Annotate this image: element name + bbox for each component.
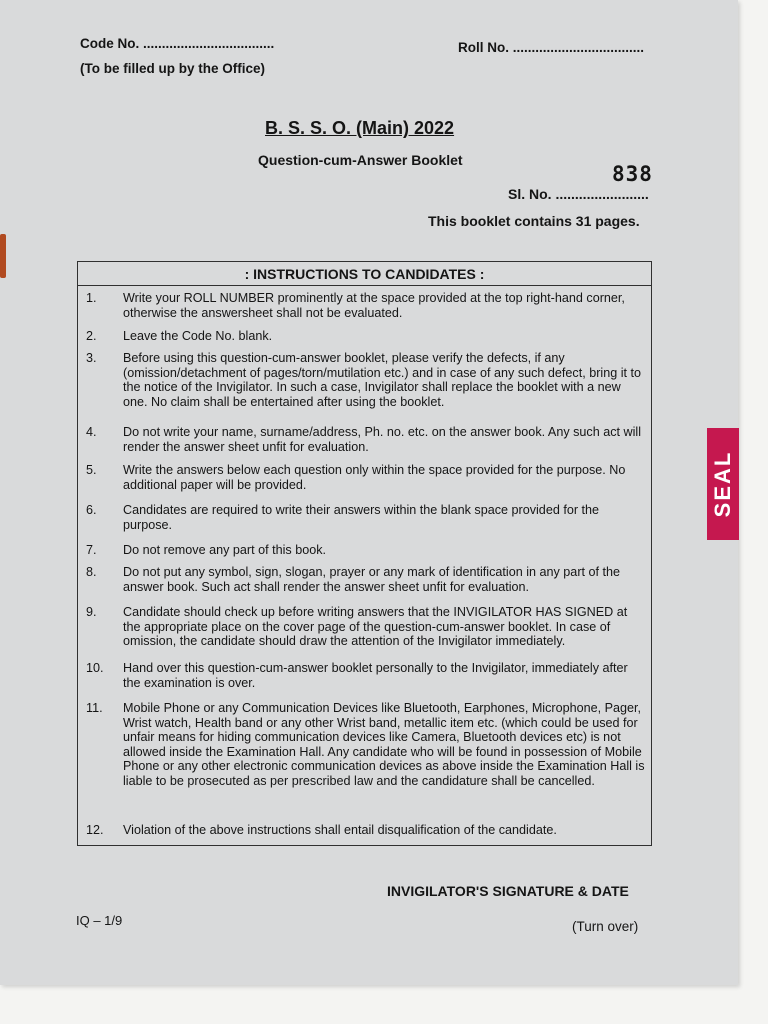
- roll-no-field: Roll No. ...................................: [458, 40, 645, 55]
- instruction-text: Candidate should check up before writing answers that the INVIGILATOR HAS SIGNED at the appropriate place on the cover page of the question-cum-answer booklet. In case of omission, the candidate should draw the attention of the Invigilator immediately.: [123, 605, 628, 648]
- turn-over-note: (Turn over): [572, 919, 639, 934]
- seal-tab: [707, 428, 739, 540]
- instruction-text: Violation of the above instructions shall entail disqualification of the candidate.: [123, 823, 557, 837]
- booklet-subtitle: Question-cum-Answer Booklet: [258, 152, 463, 168]
- office-note: (To be filled up by the Office): [80, 61, 265, 76]
- instruction-number: 3.: [86, 351, 97, 365]
- instruction-text: Hand over this question-cum-answer booklet personally to the Invigilator, immediately after the examination is over.: [123, 661, 628, 690]
- instruction-number: 10.: [86, 661, 104, 675]
- instruction-text: Candidates are required to write their answers within the blank space provided for the purpose.: [123, 503, 600, 532]
- pages-note: This booklet contains 31 pages.: [428, 213, 640, 229]
- code-no-field: Code No. ...................................: [80, 36, 275, 51]
- instruction-text: Do not put any symbol, sign, slogan, prayer or any mark of identification in any part of the answer book. Such act shall render the answer sheet unfit for evaluation.: [123, 565, 621, 594]
- instruction-number: 7.: [86, 543, 97, 557]
- binder-clip: [0, 234, 6, 278]
- instruction-text: Mobile Phone or any Communication Devices like Bluetooth, Earphones, Microphone, Pager, Wrist watch, Health band or any other Wrist band, metallic item etc. (which could be used for unfair means for hiding communication devices like Camera, Bluetooth devices etc) is not allowed inside the Examination Hall. Any candidate who will be found in possession of Mobile Phone or any other electronic communication devices as above inside the Examination Hall is liable to be prosecuted as per prescribed law and the candidature shall be cancelled.: [123, 701, 645, 788]
- instruction-number: 1.: [86, 291, 97, 305]
- instruction-text: Write your ROLL NUMBER prominently at the space provided at the top right-hand corner, otherwise the answersheet shall not be evaluated.: [123, 291, 625, 320]
- instruction-text: Do not remove any part of this book.: [123, 543, 327, 557]
- instruction-number: 9.: [86, 605, 97, 619]
- instruction-text: Before using this question-cum-answer booklet, please verify the defects, if any (omission/detachment of pages/torn/mutilation etc.) and in case of any such defect, bring it to the notice of the Invigilator. In such a case, Invigilator shall replace the booklet with a new one. No claim shall be entertained after using the booklet.: [123, 351, 642, 409]
- instruction-number: 4.: [86, 425, 97, 439]
- sl-no-field: Sl. No. ........................: [508, 186, 649, 202]
- instructions-box: [77, 261, 652, 846]
- instruction-text: Do not write your name, surname/address, Ph. no. etc. on the answer book. Any such act will render the answer sheet unfit for evaluation.: [123, 425, 642, 454]
- serial-number-stamp: 838: [612, 162, 653, 186]
- instruction-number: 8.: [86, 565, 97, 579]
- exam-title: B. S. S. O. (Main) 2022: [265, 118, 455, 138]
- instruction-number: 11.: [86, 701, 103, 715]
- instruction-number: 5.: [86, 463, 97, 477]
- instruction-text: Write the answers below each question only within the space provided for the purpose. No additional paper will be provided.: [123, 463, 626, 492]
- instruction-number: 12.: [86, 823, 104, 837]
- seal-label: SEAL: [710, 450, 735, 518]
- instruction-text: Leave the Code No. blank.: [123, 329, 273, 343]
- instructions-heading: : INSTRUCTIONS TO CANDIDATES :: [78, 262, 651, 286]
- invigilator-signature-label: INVIGILATOR'S SIGNATURE & DATE: [387, 883, 629, 899]
- instruction-number: 2.: [86, 329, 97, 343]
- page-code: IQ – 1/9: [76, 913, 123, 928]
- instruction-number: 6.: [86, 503, 97, 517]
